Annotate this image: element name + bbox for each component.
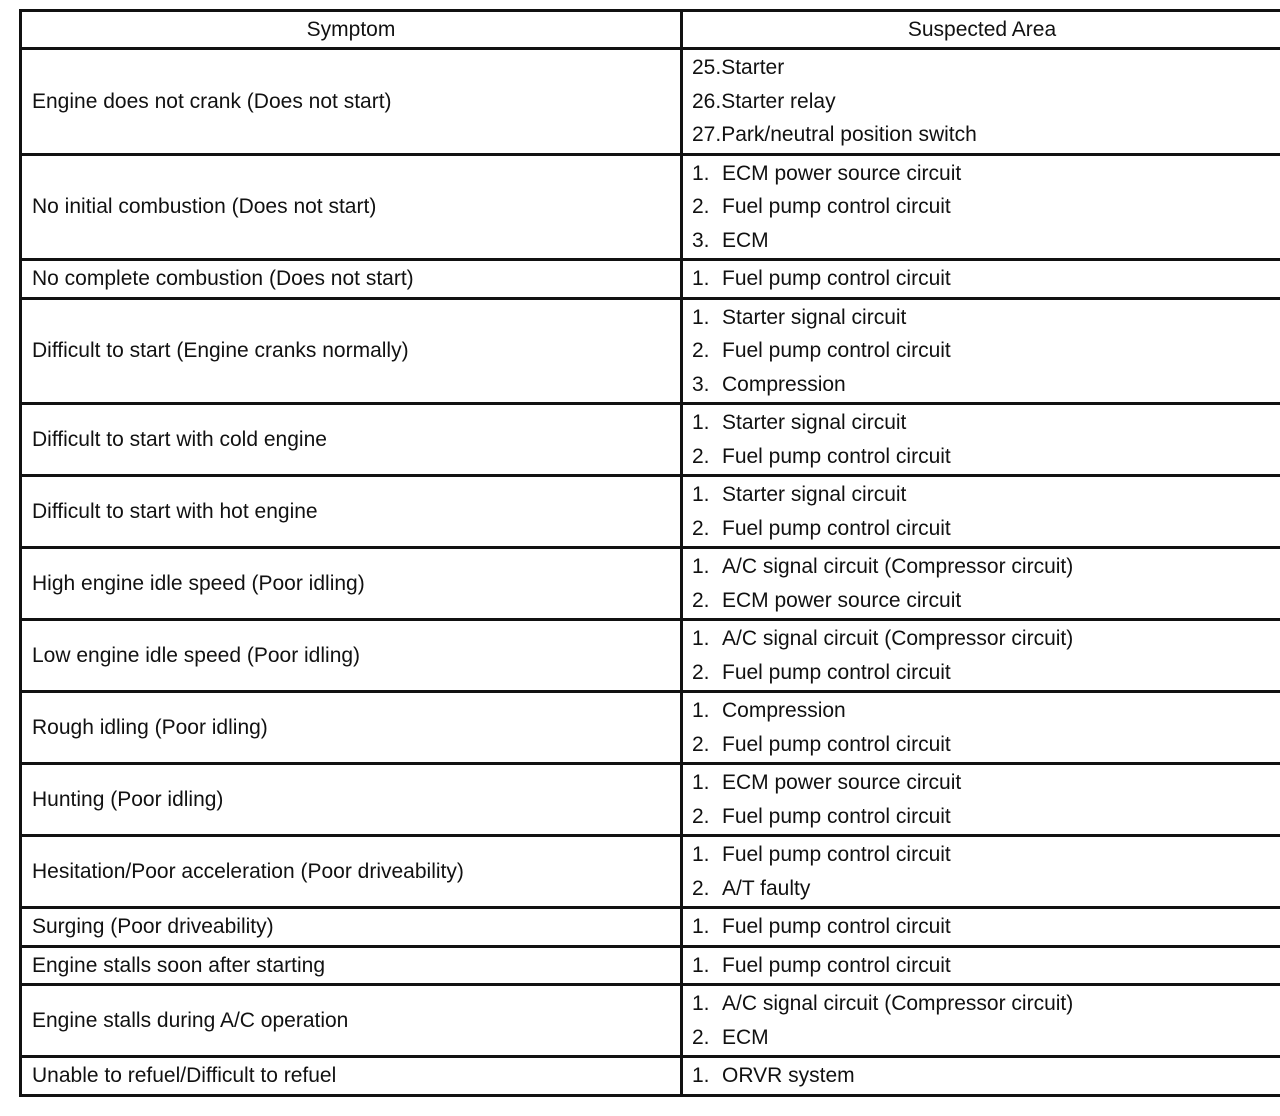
item-number: 1.: [692, 915, 710, 938]
suspected-area-item: [692, 51, 1272, 85]
item-text: Fuel pump control circuit: [722, 267, 951, 290]
table-row: [21, 260, 1280, 299]
suspected-area-cell: [682, 298, 1280, 404]
item-number: 1.: [692, 627, 710, 650]
table-row: [21, 946, 1280, 985]
item-number: 1.: [692, 305, 710, 329]
item-number: 1.: [692, 267, 710, 290]
suspected-area-item: [692, 987, 1272, 1021]
item-number: 3.: [692, 372, 710, 396]
item-text: Starter relay: [721, 89, 836, 113]
item-text: A/C signal circuit (Compressor circuit): [722, 555, 1074, 578]
item-text: ECM power source circuit: [722, 588, 962, 612]
column-header-suspected-area: Suspected Area: [682, 11, 1280, 49]
suspected-area-item: [692, 406, 1272, 440]
item-number: 25.: [692, 56, 722, 79]
item-text: Starter signal circuit: [722, 305, 907, 329]
item-number: 1.: [692, 1064, 710, 1087]
suspected-area-item: [692, 800, 1272, 834]
item-text: Fuel pump control circuit: [722, 843, 951, 866]
table-row: [21, 154, 1280, 260]
item-number: 2.: [692, 732, 710, 756]
item-number: 1.: [692, 699, 710, 722]
suspected-area-cell: [682, 49, 1280, 155]
item-text: ECM power source circuit: [722, 161, 962, 185]
item-number: 2.: [692, 516, 710, 540]
suspected-area-item: [692, 656, 1272, 690]
suspected-area-item: [692, 584, 1272, 618]
item-number: 1.: [692, 483, 710, 506]
item-number: 1.: [692, 992, 710, 1015]
suspected-area-cell: [682, 154, 1280, 260]
item-number: 1.: [692, 555, 710, 578]
symptom-cell: Hunting (Poor idling): [21, 764, 682, 836]
item-text: Fuel pump control circuit: [722, 915, 951, 938]
item-number: 2.: [692, 1025, 710, 1049]
suspected-area-item: [692, 766, 1272, 800]
suspected-area-item: [692, 224, 1272, 258]
symptom-table: [19, 9, 1280, 1097]
item-number: 27.: [692, 123, 722, 146]
table-row: [21, 404, 1280, 476]
item-text: A/C signal circuit (Compressor circuit): [722, 992, 1074, 1015]
suspected-area-cell: [682, 836, 1280, 908]
suspected-area-cell: [682, 548, 1280, 620]
suspected-area-cell: [682, 620, 1280, 692]
suspected-area-cell: [682, 692, 1280, 764]
item-text: ECM: [722, 228, 769, 252]
item-text: Starter signal circuit: [722, 483, 907, 506]
symptom-cell: Low engine idle speed (Poor idling): [21, 620, 682, 692]
item-text: Fuel pump control circuit: [722, 516, 951, 540]
symptom-cell: Rough idling (Poor idling): [21, 692, 682, 764]
symptom-cell: Engine stalls during A/C operation: [21, 985, 682, 1057]
suspected-area-item: [692, 440, 1272, 474]
suspected-area-cell: [682, 946, 1280, 985]
symptom-cell: High engine idle speed (Poor idling): [21, 548, 682, 620]
suspected-area-item: [692, 550, 1272, 584]
item-number: 1.: [692, 843, 710, 866]
item-number: 2.: [692, 339, 710, 362]
item-number: 1.: [692, 771, 710, 794]
suspected-area-item: [692, 85, 1272, 119]
symptom-cell: Hesitation/Poor acceleration (Poor driveability): [21, 836, 682, 908]
table-row: [21, 548, 1280, 620]
item-text: ORVR system: [722, 1064, 855, 1087]
item-text: Compression: [722, 372, 846, 396]
suspected-area-item: [692, 301, 1272, 335]
suspected-area-item: [692, 1059, 1272, 1093]
table-row: [21, 298, 1280, 404]
item-text: A/C signal circuit (Compressor circuit): [722, 627, 1074, 650]
suspected-area-item: [692, 190, 1272, 224]
item-number: 1.: [692, 161, 710, 185]
item-text: Fuel pump control circuit: [722, 953, 951, 977]
item-number: 2.: [692, 804, 710, 828]
suspected-area-item: [692, 157, 1272, 191]
suspected-area-item: [692, 368, 1272, 402]
table-row: [21, 764, 1280, 836]
item-text: Fuel pump control circuit: [722, 732, 951, 756]
symptom-cell: Difficult to start with hot engine: [21, 476, 682, 548]
table-row: [21, 908, 1280, 947]
item-number: 1.: [692, 411, 710, 434]
item-number: 2.: [692, 660, 710, 684]
column-header-symptom: Symptom: [21, 11, 682, 49]
item-text: Fuel pump control circuit: [722, 660, 951, 684]
suspected-area-cell: [682, 1057, 1280, 1096]
suspected-area-cell: [682, 404, 1280, 476]
suspected-area-cell: [682, 764, 1280, 836]
item-number: 3.: [692, 228, 710, 252]
table-row: [21, 49, 1280, 155]
symptom-cell: No initial combustion (Does not start): [21, 154, 682, 260]
suspected-area-cell: [682, 985, 1280, 1057]
suspected-area-cell: [682, 908, 1280, 947]
suspected-area-item: [692, 334, 1272, 368]
suspected-area-item: [692, 728, 1272, 762]
item-number: 2.: [692, 876, 710, 900]
item-number: 2.: [692, 195, 710, 218]
item-text: Fuel pump control circuit: [722, 444, 951, 468]
suspected-area-item: [692, 949, 1272, 983]
item-number: 2.: [692, 588, 710, 612]
symptom-cell: Difficult to start (Engine cranks normally): [21, 298, 682, 404]
item-text: Compression: [722, 699, 846, 722]
item-text: Park/neutral position switch: [721, 123, 977, 146]
item-text: Starter signal circuit: [722, 411, 907, 434]
table-row: [21, 1057, 1280, 1096]
suspected-area-item: [692, 872, 1272, 906]
table-row: [21, 985, 1280, 1057]
table-body: [21, 49, 1280, 1096]
suspected-area-item: [692, 694, 1272, 728]
suspected-area-cell: [682, 260, 1280, 299]
symptom-cell: Engine stalls soon after starting: [21, 946, 682, 985]
suspected-area-item: [692, 838, 1272, 872]
item-number: 2.: [692, 444, 710, 468]
item-text: A/T faulty: [722, 876, 811, 900]
suspected-area-item: [692, 118, 1272, 152]
table-row: [21, 692, 1280, 764]
suspected-area-item: [692, 262, 1272, 296]
suspected-area-cell: [682, 476, 1280, 548]
suspected-area-item: [692, 512, 1272, 546]
item-number: 1.: [692, 953, 710, 977]
item-number: 26.: [692, 89, 722, 113]
suspected-area-item: [692, 1021, 1272, 1055]
item-text: ECM: [722, 1025, 769, 1049]
table-row: [21, 620, 1280, 692]
symptom-cell: Unable to refuel/Difficult to refuel: [21, 1057, 682, 1096]
suspected-area-item: [692, 910, 1272, 944]
item-text: Fuel pump control circuit: [722, 804, 951, 828]
item-text: Fuel pump control circuit: [722, 339, 951, 362]
table-row: [21, 476, 1280, 548]
suspected-area-item: [692, 622, 1272, 656]
table-row: [21, 836, 1280, 908]
symptom-cell: Surging (Poor driveability): [21, 908, 682, 947]
item-text: ECM power source circuit: [722, 771, 962, 794]
item-text: Fuel pump control circuit: [722, 195, 951, 218]
symptom-cell: No complete combustion (Does not start): [21, 260, 682, 299]
symptom-cell: Difficult to start with cold engine: [21, 404, 682, 476]
item-text: Starter: [721, 56, 785, 79]
symptom-cell: Engine does not crank (Does not start): [21, 49, 682, 155]
table-header-row: [21, 11, 1280, 49]
suspected-area-item: [692, 478, 1272, 512]
